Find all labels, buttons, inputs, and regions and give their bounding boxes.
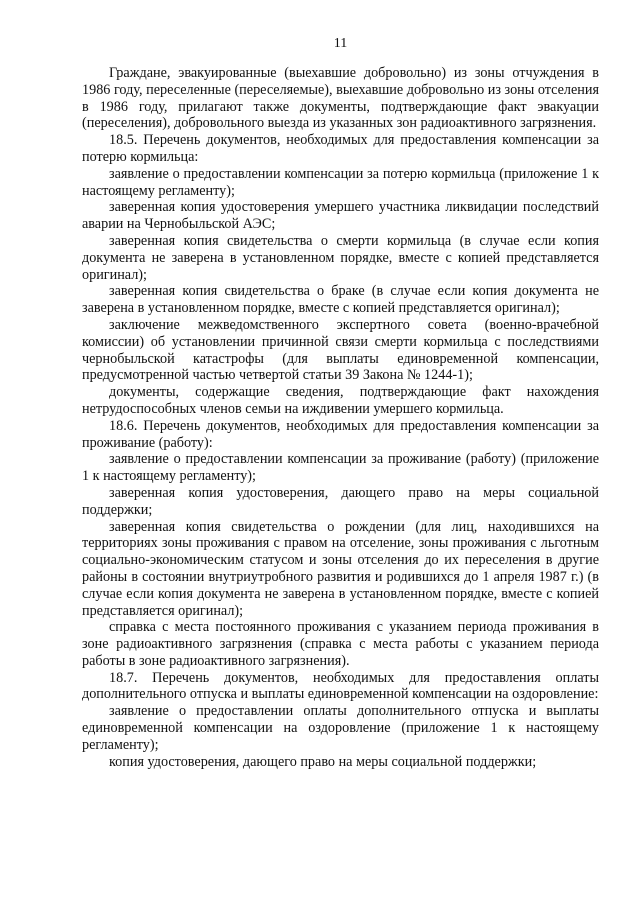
list-item: заключение межведомственного экспертного совета (военно-врачебной комиссии) об установлении причинной связи смерти кормильца с последствиями чернобыльской катастрофы (для выплаты единовременной компенсации, предусмотренной частью четвертой статьи 39 Закона № 1244-1); bbox=[82, 316, 599, 384]
section-18-5-heading: 18.5. Перечень документов, необходимых для предоставления компенсации за потерю кормильца: bbox=[82, 132, 599, 165]
list-item: справка с места постоянного проживания с указанием периода проживания в зоне радиоактивного загрязнения (справка с места работы с указанием периода работы в зоне радиоактивного загрязнения). bbox=[82, 619, 599, 669]
list-item: заверенная копия свидетельства о рождении (для лиц, находившихся на территориях зоны проживания с правом на отселение, зоны проживания с льготным социально-экономическим статусом и зоны отселения до их переселения в другие районы в состоянии внутриутробного развития и родившихся до 1 апреля 1987 г.) (в случае если копия документа не заверена в установленном порядке, вместе с копией представляется оригинал); bbox=[82, 518, 599, 619]
list-item: заявление о предоставлении компенсации за проживание (работу) (приложение 1 к настоящему регламенту); bbox=[82, 451, 599, 485]
list-item: заверенная копия удостоверения умершего участника ликвидации последствий аварии на Чернобыльской АЭС; bbox=[82, 199, 599, 233]
list-item: заявление о предоставлении оплаты дополнительного отпуска и выплаты единовременной компенсации на оздоровление (приложение 1 к настоящему регламенту); bbox=[82, 703, 599, 753]
list-item: документы, содержащие сведения, подтверждающие факт нахождения нетрудоспособных членов семьи на иждивении умершего кормильца. bbox=[82, 384, 599, 417]
section-18-7-heading: 18.7. Перечень документов, необходимых для предоставления оплаты дополнительного отпуска и выплаты единовременной компенсации на оздоровление: bbox=[82, 669, 599, 703]
list-item: заверенная копия свидетельства о смерти кормильца (в случае если копия документа не заверена в установленном порядке, вместе с копией представляется оригинал); bbox=[82, 232, 599, 283]
paragraph-evacuated-citizens: Граждане, эвакуированные (выехавшие добровольно) из зоны отчуждения в 1986 году, переселенные (переселяемые), выехавшие добровольно из зоны отселения в 1986 году, прилагают также документы, подтверждающие факт эвакуации (переселения), добровольного выезда из указанных зон радиоактивного загрязнения. bbox=[82, 65, 599, 132]
list-item: копия удостоверения, дающего право на меры социальной поддержки; bbox=[109, 753, 537, 770]
list-item: заверенная копия свидетельства о браке (в случае если копия документа не заверена в установленном порядке, вместе с копией представляется оригинал); bbox=[82, 283, 599, 317]
list-item: заверенная копия удостоверения, дающего право на меры социальной поддержки; bbox=[82, 484, 599, 518]
list-item: заявление о предоставлении компенсации за потерю кормильца (приложение 1 к настоящему регламенту); bbox=[82, 165, 599, 199]
page-number: 11 bbox=[333, 36, 348, 51]
section-18-6-heading: 18.6. Перечень документов, необходимых для предоставления компенсации за проживание (работу): bbox=[82, 417, 599, 451]
